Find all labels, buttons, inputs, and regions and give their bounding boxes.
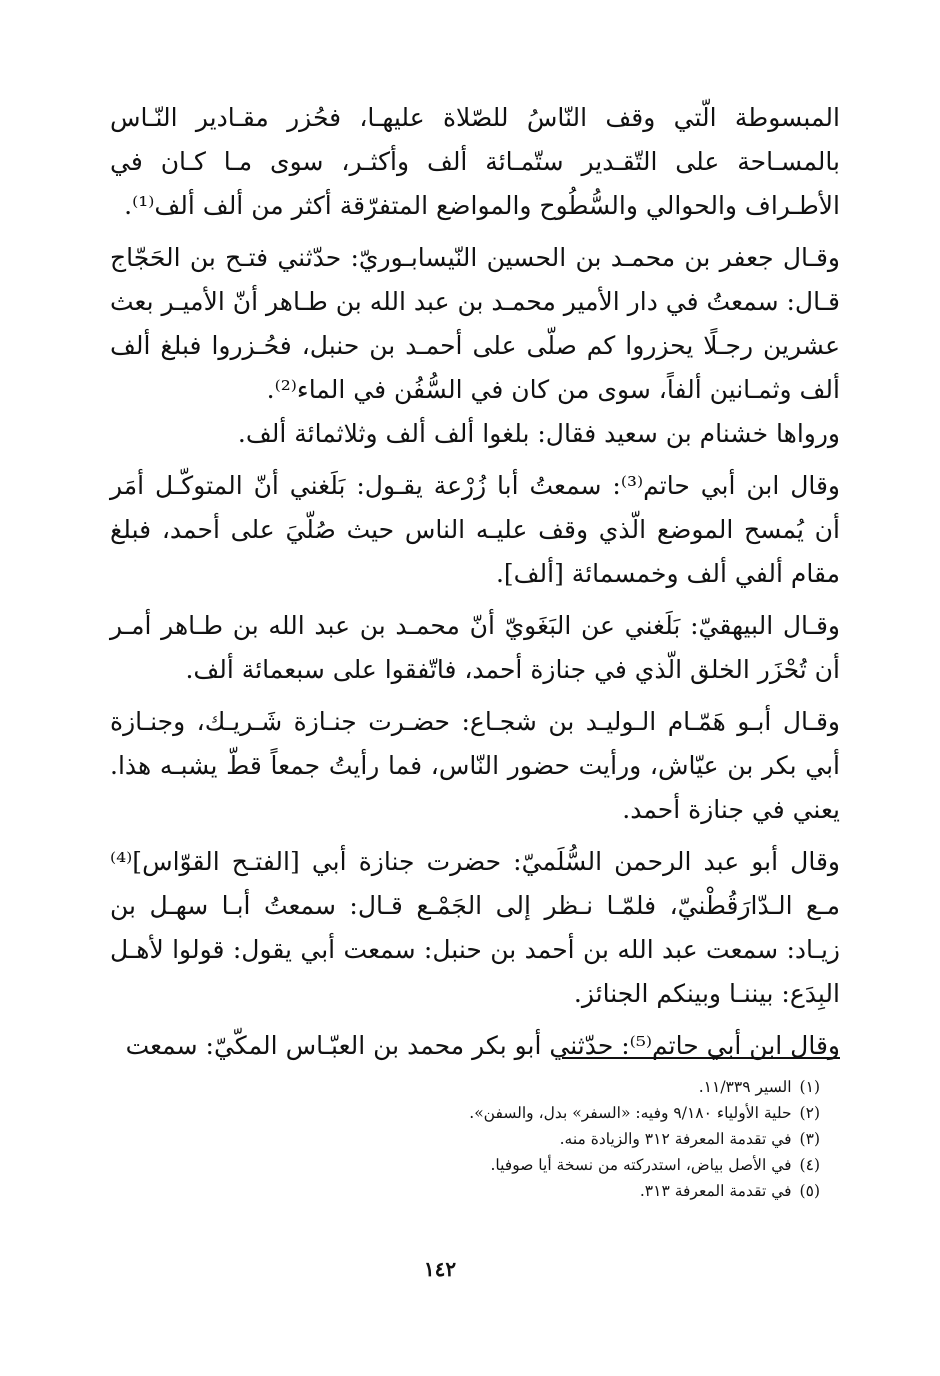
footnote-number: (١) [799,1078,820,1096]
footnotes [380,1074,820,1204]
page-number: ١٤٢ [423,1257,457,1281]
footnote-number: (٣) [799,1130,820,1148]
footnote-number: (٥) [799,1182,820,1200]
paragraph-8: وقال ابن أبي حاتم⁽⁵⁾: حدّثني أبو بكر محمد بن العبّـاس المكّيّ: سمعت [125,1031,840,1060]
paragraph-2: وقـال جعفر بن محمـد بن الحسين النّيسابـوريّ: حدّثني فتـح بن الحَجّاج قـال: سمعتُ في دار الأمير محمـد بن عبد الله بن طـاهر أنّ الأميـر بعث عشرين رجـلًا يحزروا كم صلّى على أحمـد بن حنبل، فحُـزروا فبلغ ألف ألف وثمـانين ألفاً، سوى من كان في السُّفُن في الماء⁽²⁾. [110,243,840,404]
paragraph-7: وقال أبو عبد الرحمن السُّلَميّ: حضرت جنازة أبي [الفتـح القوّاس]⁽⁴⁾ مـع الـدّارَقُطْنيّ، فلمّـا نـظر إلى الجَمْـع قـال: سمعتُ أبـا سهـل بن زيـاد: سمعت عبد الله بن أحمد بن حنبل: سمعت أبي يقول: قولوا لأهـل البِدَع: بيننـا وبينكم الجنائز. [110,847,840,1008]
footnote-2 [380,1100,820,1126]
footnote-3 [380,1126,820,1152]
footnote-text: السير ١١/٣٣٩. [698,1078,792,1096]
footnote-number: (٤) [799,1156,820,1174]
paragraph-1: المبسوطة الّتي وقف النّاسُ للصّلاة عليهـا، فحُزر مقـادير النّـاس بالمسـاحة على التّقـدير ستّمـائة ألف وأكثـر، سوى مـا كـان في الأطـراف والحوالي والسُّطُوح والمواضع المتفرّقة أكثر من ألف ألف⁽¹⁾. [110,103,840,220]
footnote-text: حلية الأولياء ٩/١٨٠ وفيه: «السفر» بدل، والسفن». [469,1104,792,1122]
footnote-5 [380,1178,820,1204]
main-text [110,96,840,1068]
footnote-divider [562,1057,840,1059]
footnote-1 [380,1074,820,1100]
paragraph-4: وقال ابن أبي حاتم⁽³⁾: سمعتُ أبا زُرْعة يقـول: بَلَغني أنّ المتوكّـل أمَر أن يُمسح الموضع الّذي وقف عليـه الناس حيث صُلّيَ على أحمد، فبلغ مقام ألفي ألف وخمسمائة [ألف]. [110,471,840,588]
footnote-number: (٢) [799,1104,820,1122]
paragraph-6: وقـال أبـو هَمّـام الـوليـد بن شجـاع: حضـرت جنـازة شَـريـك، وجنـازة أبي بكر بن عيّاش، ورأيت حضور النّاس، فما رأيتُ جمعاً قطّ يشبـه هذا. يعني في جنازة أحمد. [110,707,840,824]
paragraph-3: ورواها خشنام بن سعيد فقال: بلغوا ألف ألف وثلاثمائة ألف. [237,419,840,448]
footnote-text: في الأصل بياض، استدركته من نسخة أيا صوفيا. [490,1156,792,1174]
footnote-text: في تقدمة المعرفة ٣١٢ والزيادة منه. [559,1130,792,1148]
footnote-text: في تقدمة المعرفة ٣١٣. [639,1182,792,1200]
footnote-4 [380,1152,820,1178]
paragraph-5: وقـال البيهقيّ: بَلَغني عن البَغَويّ أنّ محمـد بن عبد الله بن طـاهر أمـر أن تُحْزَر الخلق الّذي في جنازة أحمد، فاتّفقوا على سبعمائة ألف. [110,611,840,684]
